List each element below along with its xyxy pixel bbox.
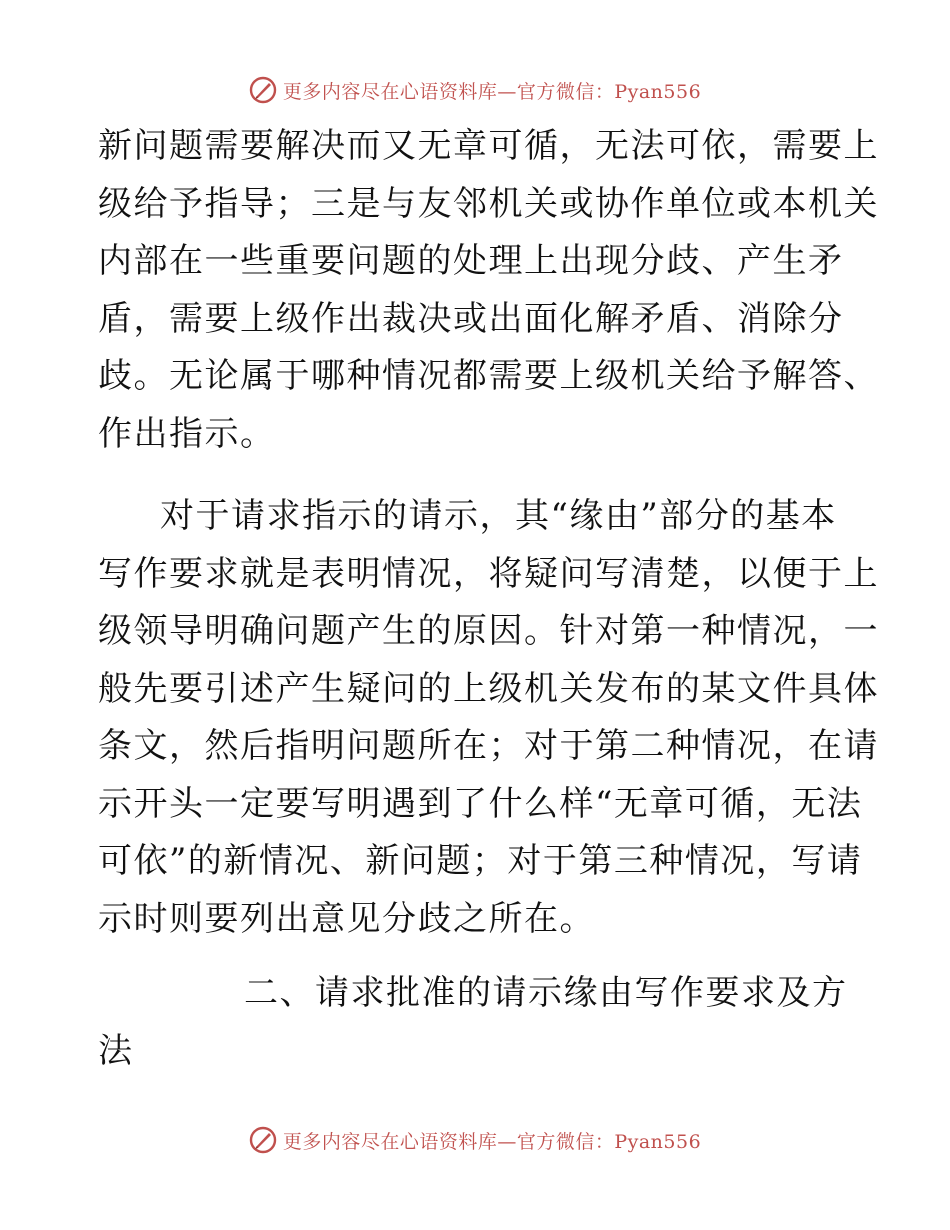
header-banner — [0, 72, 950, 108]
footer-banner-text: 更多内容尽在心语资料库—官方微信：Pyan556 — [282, 1130, 702, 1153]
section-heading — [98, 965, 858, 1080]
heading-line: 法 — [98, 1030, 134, 1071]
quill-pen-circle-icon — [249, 1126, 277, 1154]
paragraph-1 — [98, 118, 879, 463]
text-line: 示开头一定要写明遇到了什么样“无章可循，无法 — [98, 783, 863, 824]
text-line: 内部在一些重要问题的处理上出现分歧、产生矛 — [98, 241, 844, 281]
header-banner-text: 更多内容尽在心语资料库—官方微信：Pyan556 — [282, 80, 702, 103]
text-line: 级给予指导；三是与友邻机关或协作单位或本机关 — [98, 183, 879, 224]
heading-line: 二、请求批准的请示缘由写作要求及方 — [244, 973, 848, 1013]
text-line: 新问题需要解决而又无章可循，无法可依，需要上 — [98, 126, 879, 166]
text-line: 般先要引述产生疑问的上级机关发布的某文件具体 — [98, 668, 879, 709]
text-line: 作出指示。 — [98, 413, 276, 454]
text-line: 对于请求指示的请示，其“缘由”部分的基本 — [160, 496, 837, 536]
text-line: 可依”的新情况、新问题；对于第三种情况，写请 — [98, 841, 863, 881]
text-line: 盾，需要上级作出裁决或出面化解矛盾、消除分 — [98, 298, 844, 339]
text-line: 条文，然后指明问题所在；对于第二种情况，在请 — [98, 726, 879, 766]
text-line: 示时则要列出意见分歧之所在。 — [98, 898, 595, 939]
footer-banner — [0, 1122, 950, 1158]
paragraph-2 — [98, 488, 879, 948]
text-line: 歧。无论属于哪种情况都需要上级机关给予解答、 — [98, 356, 879, 396]
quill-pen-circle-icon — [249, 76, 277, 104]
text-line: 级领导明确问题产生的原因。针对第一种情况，一 — [98, 611, 879, 651]
text-line: 写作要求就是表明情况，将疑问写清楚，以便于上 — [98, 553, 879, 594]
